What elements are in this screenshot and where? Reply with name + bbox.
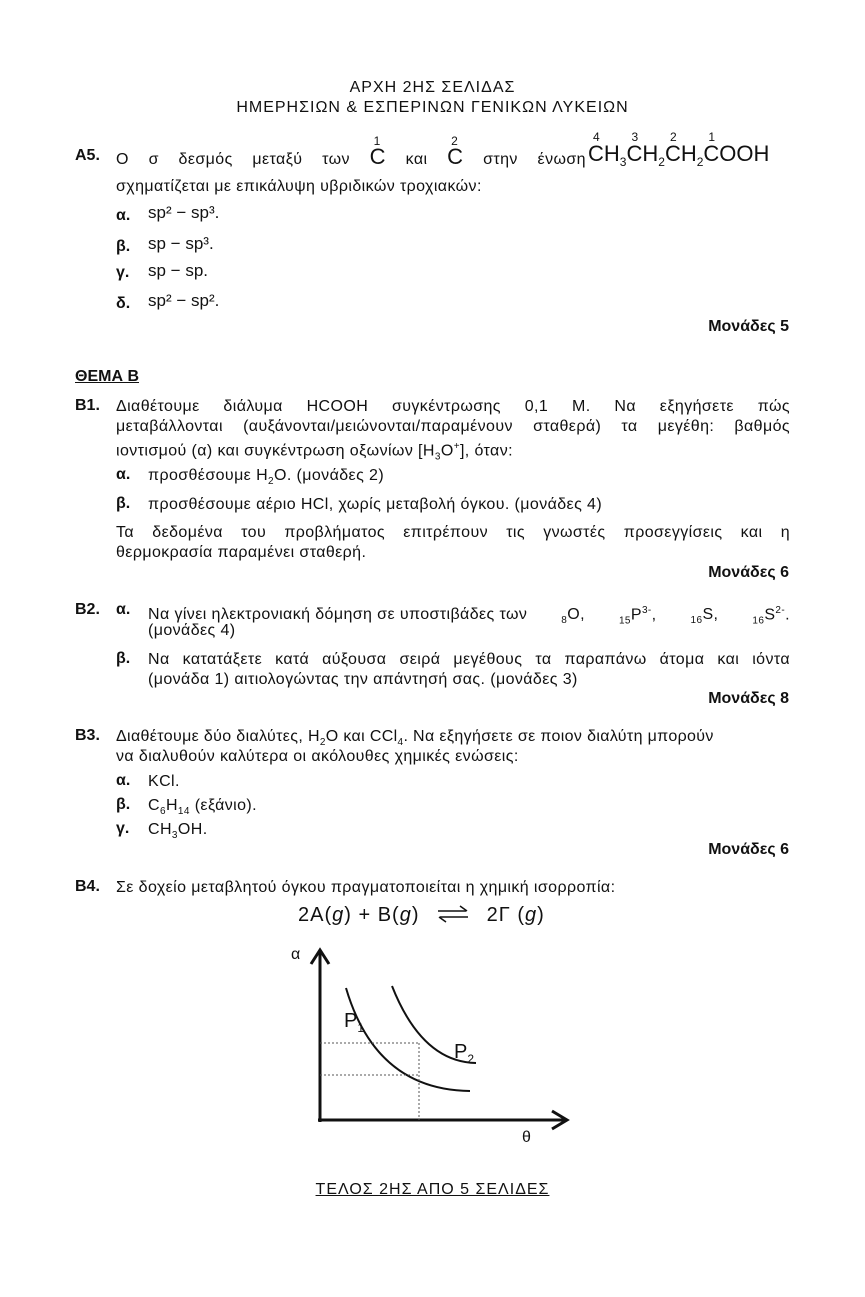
question-b3-line2: να διαλυθούν καλύτερα οι ακόλουθες χημικές ενώσεις: [116,748,519,765]
carbon-number: 4 [593,130,600,144]
question-b1-label: Β1. [75,397,100,414]
option-label: β. [116,650,131,667]
equilibrium-arrows-icon [436,905,470,923]
option-label: α. [116,207,131,224]
carbon-1: 1 C [370,147,386,167]
carbon-number: 1 [708,130,716,144]
question-b1-line2: μεταβάλλονται (αυξάνονται/μειώνονται/παραμένουν σταθερά) τα μεγέθη: βαθμός [116,418,790,435]
word: μεταξύ [252,151,303,168]
question-b4-label: Β4. [75,878,100,895]
word: των [322,151,350,168]
question-b3-label: Β3. [75,727,100,744]
option-label: α. [116,772,131,789]
curve-label-p1: $P_1$ [344,1010,365,1035]
question-b3-b-text: $C_6H_{14}$ (εξάνιο). [148,797,257,818]
option-label: γ. [116,820,130,837]
question-b1-note2: θερμοκρασία παραμένει σταθερή. [116,544,367,561]
option-label: α. [116,466,131,483]
marks-b2: Μονάδες 8 [708,690,789,707]
question-a5-label: Α5. [75,147,100,164]
option-label: δ. [116,295,131,312]
option-label: α. [116,601,131,618]
alpha-vs-theta-graph [280,940,580,1150]
question-b2-a-line1: Να γίνει ηλεκτρονιακή δόμηση σε υποστιβάδες των $_8$O, $_{15}P^{3-}$, $_{16}$S, $_{16}S^{2-}$. [148,605,790,627]
carbon-number: 3 [631,130,639,144]
question-b1-line1: Διαθέτουμε διάλυμα HCOOH συγκέντρωσης 0,1 M. Να εξηγήσετε πώς [116,398,790,415]
option-label: β. [116,238,131,255]
word: στην [483,151,518,168]
word: Ο [116,151,129,168]
carbon-2: 2 C [447,147,463,167]
question-b2-b-line2: (μονάδα 1) αιτιολογώντας την απάντησή σας. (μονάδες 3) [148,671,578,688]
question-b3-a-text: KCl. [148,773,180,790]
question-b3-line1: Διαθέτουμε δύο διαλύτες, $H_2O$ και CCl$_4$. Να εξηγήσετε σε ποιον διαλύτη μπορούν [116,728,714,749]
curve-p1 [346,988,470,1091]
page-header-line2: ΗΜΕΡΗΣΙΩΝ & ΕΣΠΕΡΙΝΩΝ ΓΕΝΙΚΩΝ ΛΥΚΕΙΩΝ [236,99,629,116]
marks-b3: Μονάδες 6 [708,841,789,858]
option-label: β. [116,495,131,512]
question-b1-note1: Τα δεδομένα του προβλήματος επιτρέπουν τις γνωστές προσεγγίσεις και η [116,524,790,541]
carbon-number: 2 [451,134,459,148]
question-b1-a-text: προσθέσουμε $H_2O$. (μονάδες 2) [148,467,385,488]
question-b1-line3: ιοντισμού (α) και συγκέντρωση οξωνίων $[H_3O^+]$, όταν: [116,441,513,463]
question-a5-line1 [116,134,586,170]
word: δεσμός [178,151,233,168]
option-b-text: sp − sp³. [148,234,214,253]
graph-x-label: θ [522,1129,531,1146]
page-footer: ΤΕΛΟΣ 2ΗΣ ΑΠΟ 5 ΣΕΛΙΔΕΣ [315,1181,550,1198]
question-b1-b-text: προσθέσουμε αέριο HCl, χωρίς μεταβολή όγκου. (μονάδες 4) [148,496,603,513]
option-label: γ. [116,264,130,281]
word: και [405,151,428,168]
word: ένωση [537,151,586,168]
option-label: β. [116,796,131,813]
question-a5-line2: σχηματίζεται με επικάλυψη υβριδικών τροχιακών: [116,178,482,195]
question-b3-g-text: $CH_3OH$. [148,821,208,842]
page-header-line1: ΑΡΧΗ 2ΗΣ ΣΕΛΙΔΑΣ [349,79,516,96]
carbon-number: 1 [373,134,381,148]
question-b2-label: Β2. [75,601,100,618]
section-title-theme-b: ΘΕΜΑ Β [75,368,139,385]
word: σ [148,151,159,168]
carbon-number: 2 [669,130,677,144]
graph-y-label: α [291,946,301,963]
equilibrium-equation: 2A(g) + B(g) 2Γ (g) [298,904,545,926]
question-b2-b-line1: Να κατατάξετε κατά αύξουσα σειρά μεγέθους τα παραπάνω άτομα και ιόντα [148,651,790,668]
butanoic-acid-formula: 4 $CH_3$ 3 $CH_2$ 2 $CH_2$ 1 COOH [588,130,770,169]
question-b4-line1: Σε δοχείο μεταβλητού όγκου πραγματοποιείται η χημική ισορροπία: [116,879,616,896]
question-b2-a-line2: (μονάδες 4) [148,622,236,639]
marks-b1: Μονάδες 6 [708,564,789,581]
option-d-text: sp² − sp². [148,291,220,310]
marks-a5: Μονάδες 5 [708,318,789,335]
option-c-text: sp − sp. [148,261,209,280]
option-a-text: sp² − sp³. [148,203,220,222]
curve-label-p2: $P_2$ [454,1041,475,1066]
